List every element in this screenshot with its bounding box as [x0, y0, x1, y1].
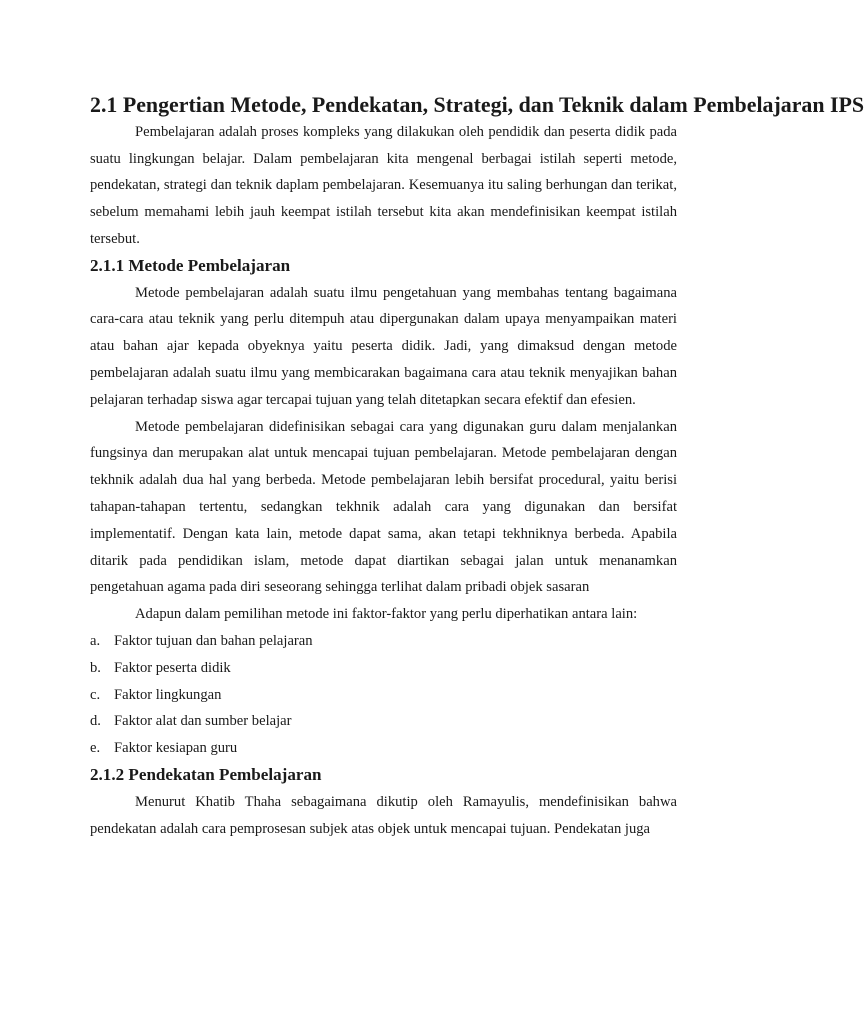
section-heading-2-1-1: 2.1.1 Metode Pembelajaran [90, 255, 291, 275]
factors-list [90, 628, 677, 762]
paragraph-metode-definition: Metode pembelajaran adalah suatu ilmu pengetahuan yang membahas tentang bagaimana cara-cara atau teknik yang perlu ditempuh atau dipergunakan dalam upaya menyampaikan materi atau bahan ajar kepada obyeknya yaitu peserta didik. Jadi, yang dimaksud dengan metode pembelajaran adalah suatu ilmu yang membicarakan bagaimana cara atau teknik menyajikan bahan pelajaran terhadap siswa agar tercapai tujuan yang telah ditetapkan secara efektif dan efesien. [90, 284, 677, 408]
list-item-text: Faktor kesiapan guru [114, 740, 238, 757]
paragraph-metode-factors-intro: Adapun dalam pemilihan metode ini faktor-faktor yang perlu diperhatikan antara lain: [135, 606, 638, 623]
paragraph-pembelajaran: Pembelajaran adalah proses kompleks yang dilakukan oleh pendidik dan peserta didik pada suatu lingkungan belajar. Dalam pembelajaran kita mengenal berbagai istilah seperti metode, pendekatan, strategi dan teknik daplam pembelajaran. Kesemuanya itu saling berhungan dan terikat, sebelum memahami lebih jauh keempat istilah tersebut kita akan mendefinisikan keempat istilah tersebut. [90, 123, 677, 247]
list-item-text: Faktor alat dan sumber belajar [114, 713, 292, 730]
section-heading-2-1-2: 2.1.2 Pendekatan Pembelajaran [90, 764, 322, 784]
list-marker: b. [90, 659, 101, 676]
list-marker: d. [90, 713, 101, 730]
list-item-text: Faktor lingkungan [114, 686, 222, 703]
list-item [90, 628, 677, 655]
paragraph-metode-function: Metode pembelajaran didefinisikan sebagai cara yang digunakan guru dalam menjalankan fungsinya dan merupakan alat untuk mencapai tujuan pembelajaran. Metode pembelajaran dengan tekhnik adalah dua hal yang berbeda. Metode pembelajaran lebih bersifat procedural, yaitu berisi tahapan-tahapan tertentu, sedangkan tekhnik adalah cara yang digunakan dan bersifat implementatif. Dengan kata lain, metode dapat sama, akan tetapi tekhniknya berbeda. Apabila ditarik pada pendidikan islam, metode dapat diartikan sebagai jalan untuk menanamkan pengetahuan agama pada diri seseorang sehingga terlihat dalam pribadi objek sasaran [90, 418, 677, 596]
list-item-text: Faktor peserta didik [114, 659, 231, 676]
list-marker: a. [90, 632, 101, 649]
list-marker: e. [90, 740, 101, 757]
paragraph-pendekatan: Menurut Khatib Thaha sebagaimana dikutip oleh Ramayulis, mendefinisikan bahwa pendekatan adalah cara pemprosesan subjek atas objek untuk mencapai tujuan. Pendekatan juga [90, 793, 677, 837]
section-heading-2-1: 2.1 Pengertian Metode, Pendekatan, Strategi, dan Teknik dalam Pembelajaran IPS [90, 92, 864, 117]
list-item [90, 682, 677, 709]
list-item [90, 735, 677, 762]
list-item-text: Faktor tujuan dan bahan pelajaran [114, 632, 313, 649]
list-item [90, 708, 677, 735]
document-page [90, 92, 864, 842]
list-marker: c. [90, 686, 101, 703]
list-item [90, 655, 677, 682]
